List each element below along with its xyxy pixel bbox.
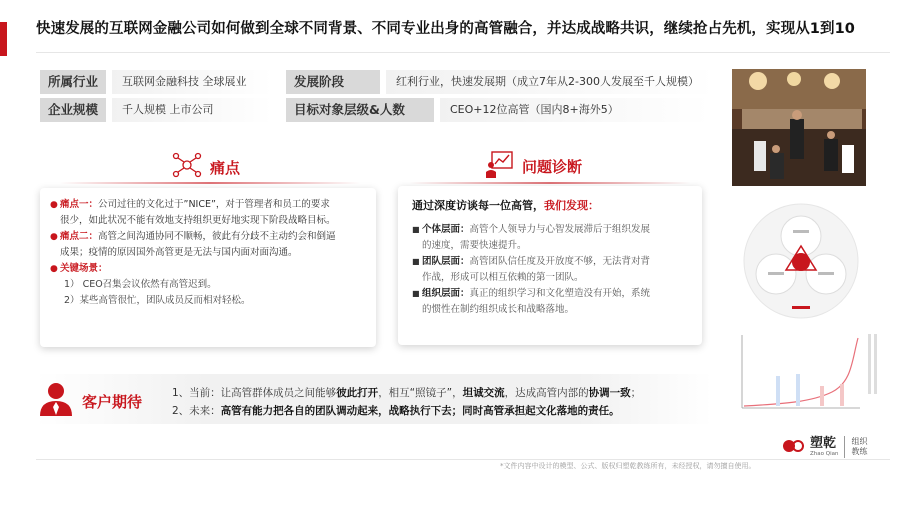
expectation-line-1: 1、当前：让高管群体成员之间能够彼此打开，相互“照镜子”，坦诚交流，达成高管内部的协调一致；: [172, 387, 642, 399]
bullet-icon: ●: [50, 264, 58, 274]
diagnosis-title: 问题诊断: [522, 157, 583, 176]
logo-sub-2: 教练: [851, 447, 868, 456]
key-scene: ● 关键场景：: [50, 261, 366, 277]
expectation-text: [172, 384, 641, 420]
pain-item-2-cont: 成果；疫情的原因国外高管更是无法与国内面对面沟通。: [60, 247, 298, 258]
diag-item-individual-cont: 的速度，需要快速提升。: [422, 240, 527, 251]
brand-logo: [782, 436, 867, 458]
industry-value: 互联网金融科技 全球展业: [112, 70, 272, 94]
title-divider: [36, 52, 890, 53]
stage-tag: 发展阶段: [286, 70, 380, 94]
copyright-note: *文件内容中设计的模型、公式、版权归塑乾教练所有，未经授权，请勿擅自使用。: [500, 462, 756, 470]
network-icon: [172, 152, 202, 182]
square-bullet-icon: ■: [412, 257, 420, 266]
diagnosis-icon: [486, 150, 514, 182]
logo-brand: 塑乾: [810, 436, 837, 451]
square-bullet-icon: ■: [412, 225, 420, 234]
diag-item-individual: ■ 个体层面：高管个人领导力与心智发展滞后于组织发展: [412, 222, 688, 238]
growth-curve-image: [732, 330, 882, 415]
diag-item-org-cont: 的惯性在制约组织成长和战略落地。: [422, 304, 575, 315]
pain-underline: [60, 182, 360, 184]
bullet-icon: ●: [50, 232, 58, 242]
scene-2: 2）某些高管很忙，团队成员反而相对轻松。: [64, 295, 251, 306]
workshop-photo: [732, 69, 866, 186]
footer-divider: [36, 459, 890, 460]
expectation-title: 客户期待: [82, 392, 143, 411]
logo-mark-icon: [782, 438, 804, 457]
logo-sub-1: 组织: [851, 437, 868, 446]
diagnosis-lead: 通过深度访谈每一位高管，我们发现：: [412, 199, 599, 212]
diag-item-org: ■ 组织层面：真正的组织学习和文化塑造没有开始，系统: [412, 286, 688, 302]
title-accent-bar: [0, 22, 7, 56]
diagnosis-heading: [486, 150, 582, 182]
diagnosis-card: [398, 186, 702, 345]
expectation-line-2: 2、未来：高管有能力把各自的团队调动起来，战略执行下去；同时高管承担起文化落地的责任。: [172, 405, 620, 417]
page-title: 快速发展的互联网金融公司如何做到全球不同背景、不同专业出身的高管融合，并达成战略共识，继续抢占先机，实现从1到10: [36, 21, 855, 37]
pain-card: [40, 188, 376, 347]
pain-item-1: ● 痛点一：公司过往的文化过于”NICE”，对于管理者和员工的要求: [50, 197, 366, 213]
target-tag: 目标对象层级&人数: [286, 98, 434, 122]
pain-item-1-cont: 很少，如此状况不能有效地支持组织更好地实现下阶段战略目标。: [60, 215, 336, 226]
pain-item-2: ● 痛点二：高管之间沟通协同不顺畅，彼此有分歧不主动约会和倒逼: [50, 229, 366, 245]
pain-title: 痛点: [210, 158, 241, 177]
target-value: CEO+12位高管（国内8+海外5）: [440, 98, 710, 122]
diagnosis-underline: [410, 182, 690, 184]
scale-value: 千人规模 上市公司: [112, 98, 272, 122]
diag-item-team-cont: 作战，形成可以相互依赖的第一团队。: [422, 272, 584, 283]
industry-tag: 所属行业: [40, 70, 106, 94]
square-bullet-icon: ■: [412, 289, 420, 298]
system-model-image: [730, 202, 872, 320]
bullet-icon: ●: [50, 200, 58, 210]
scale-tag: 企业规模: [40, 98, 106, 122]
logo-pinyin: Zhao Qian: [810, 451, 839, 457]
expectation-heading: [38, 382, 142, 420]
scene-1: 1） CEO召集会议依然有高管迟到。: [64, 279, 217, 290]
pain-heading: [172, 152, 240, 182]
person-icon: [38, 382, 74, 420]
logo-separator: [844, 436, 845, 458]
diag-item-team: ■ 团队层面：高管团队信任度及开放度不够，无法背对背: [412, 254, 688, 270]
stage-value: 红利行业，快速发展期（成立7年从2-300人发展至千人规模）: [386, 70, 716, 94]
